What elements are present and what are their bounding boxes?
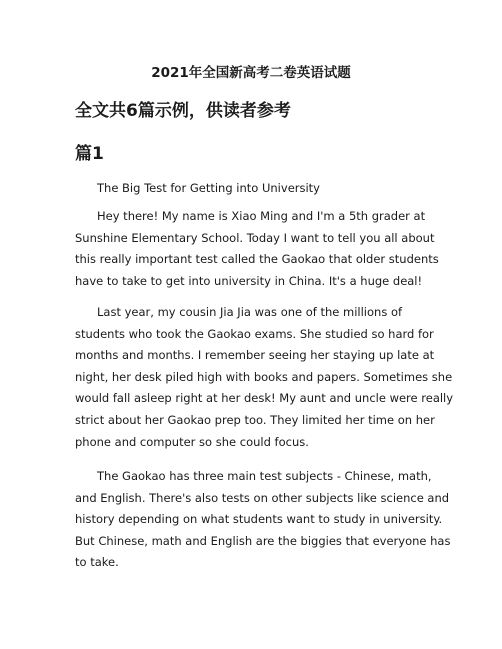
paragraph-line: strict about her Gaokao prep too. They limited her time on her (75, 412, 435, 427)
paragraph-3 (75, 466, 451, 574)
paragraph-line: months and months. I remember seeing her staying up late at (75, 348, 435, 363)
paragraph-line: But Chinese, math and English are the biggies that everyone has (75, 533, 451, 548)
paragraph-1 (75, 206, 439, 292)
paragraph-line: phone and computer so she could focus. (75, 434, 309, 449)
document-title: 2021年全国新高考二卷英语试题 (151, 65, 351, 81)
paragraph-line: and English. There's also tests on other subjects like science and (75, 490, 450, 505)
paragraph-line: Hey there! My name is Xiao Ming and I'm a 5th grader at (97, 209, 426, 223)
paragraph-line: night, her desk piled high with books and papers. Sometimes she (75, 369, 453, 384)
section-heading: 篇1 (75, 144, 104, 164)
paragraph-2 (75, 302, 454, 453)
paragraph-line: history depending on what students want to study in university. (75, 512, 443, 527)
paragraph-line: Last year, my cousin Jia Jia was one of the millions of (97, 305, 403, 319)
paragraph-line: Sunshine Elementary School. Today I want to tell you all about (75, 230, 435, 245)
document-subtitle: 全文共6篇示例，供读者参考 (75, 101, 291, 121)
paragraph-line: to take. (75, 555, 119, 570)
essay-title: The Big Test for Getting into University (97, 181, 320, 195)
paragraph-line: students who took the Gaokao exams. She studied so hard for (75, 326, 434, 341)
paragraph-line: this really important test called the Gaokao that older students (75, 252, 439, 267)
paragraph-line: have to take to get into university in China. It's a huge deal! (75, 273, 423, 288)
paragraph-line: The Gaokao has three main test subjects - Chinese, math, (97, 469, 432, 483)
paragraph-line: would fall asleep right at her desk! My aunt and uncle were really (75, 391, 454, 406)
